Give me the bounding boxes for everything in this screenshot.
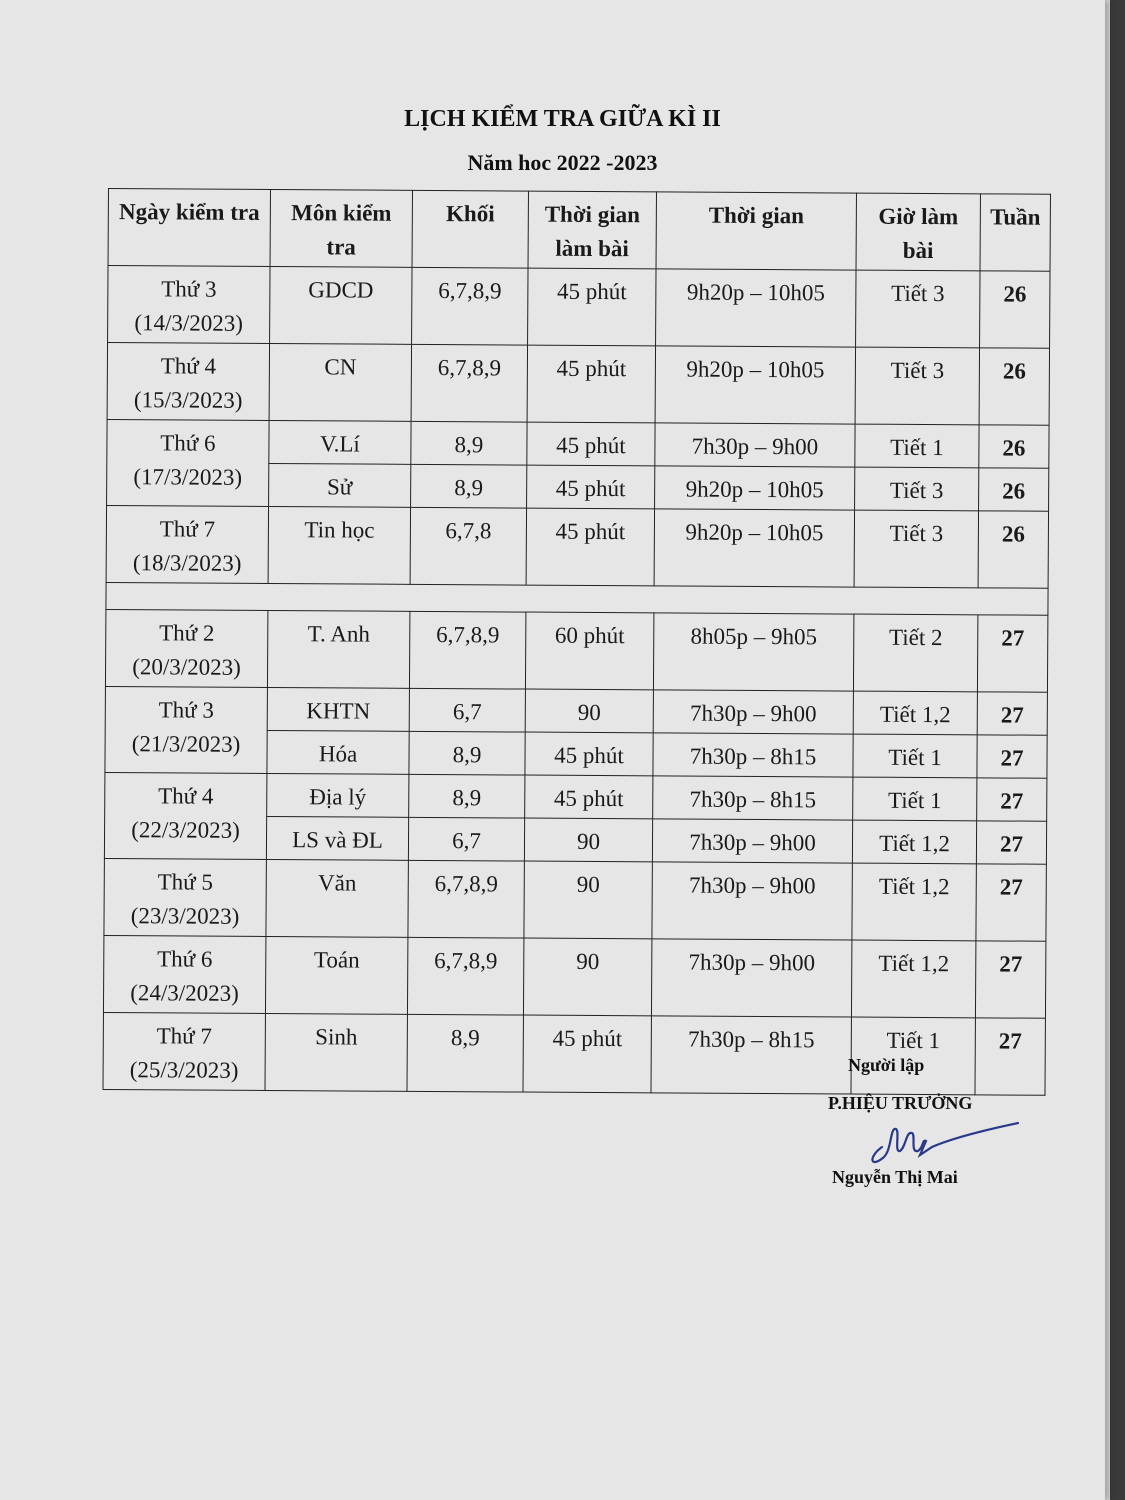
date-label: (24/3/2023) — [130, 980, 239, 1006]
duration-cell: 60 phút — [525, 612, 653, 690]
week-cell: 27 — [977, 615, 1047, 692]
date-cell — [107, 343, 269, 421]
subject-cell: Văn — [266, 859, 408, 937]
column-header: Ngày kiểm tra — [108, 189, 270, 267]
weekday-label: Thứ 4 — [160, 353, 217, 379]
grades-cell: 6,7 — [408, 817, 524, 861]
subject-cell: Sử — [269, 463, 411, 507]
duration-cell: 90 — [523, 938, 651, 1016]
exam-schedule-table — [102, 188, 1050, 1096]
week-cell: 27 — [975, 1018, 1045, 1095]
week-cell: 27 — [976, 821, 1046, 864]
subject-cell: Hóa — [267, 730, 409, 774]
week-cell: 26 — [979, 348, 1049, 425]
period-cell: Tiết 1 — [853, 777, 977, 821]
table-row — [106, 505, 1048, 588]
duration-cell: 45 phút — [527, 465, 655, 509]
column-header: Tuần — [980, 194, 1050, 271]
table-row — [103, 935, 1045, 1018]
table-row — [107, 343, 1049, 426]
time-cell: 8h05p – 9h05 — [653, 613, 853, 691]
subject-cell: V.Lí — [269, 420, 411, 464]
grades-cell: 6,7,8,9 — [408, 860, 524, 938]
week-cell: 27 — [977, 692, 1047, 735]
grades-cell: 6,7,8,9 — [407, 937, 523, 1015]
date-label: (15/3/2023) — [133, 387, 243, 413]
column-header: Thời gian — [656, 192, 856, 270]
column-header: Khối — [412, 190, 528, 268]
date-cell — [103, 935, 265, 1013]
date-cell — [105, 609, 267, 687]
weekday-label: Thứ 4 — [158, 783, 214, 809]
subject-cell: Tin học — [268, 506, 410, 584]
date-label: (18/3/2023) — [132, 550, 242, 576]
weekday-label: Thứ 6 — [157, 946, 213, 972]
table-row — [105, 686, 1047, 735]
time-cell: 7h30p – 9h00 — [652, 819, 852, 863]
time-cell: 7h30p – 9h00 — [655, 423, 855, 467]
date-label: (23/3/2023) — [130, 903, 240, 929]
duration-cell: 45 phút — [527, 345, 655, 423]
prepared-by-label: Người lập — [848, 1055, 925, 1075]
subject-cell: Sinh — [265, 1013, 407, 1091]
date-cell — [103, 1012, 265, 1090]
date-cell — [104, 772, 267, 859]
time-cell: 7h30p – 9h00 — [652, 862, 852, 940]
duration-cell: 45 phút — [525, 732, 653, 776]
week-cell: 27 — [977, 778, 1047, 821]
page-title: LỊCH KIỂM TRA GIỮA KÌ II — [404, 106, 721, 132]
grades-cell: 8,9 — [411, 464, 527, 508]
date-label: (21/3/2023) — [131, 731, 241, 757]
date-cell — [104, 858, 266, 936]
subject-cell: KHTN — [267, 687, 409, 731]
week-cell: 26 — [978, 511, 1048, 588]
period-cell: Tiết 1,2 — [852, 863, 976, 941]
time-cell: 7h30p – 8h15 — [653, 776, 853, 820]
grades-cell: 8,9 — [407, 1014, 523, 1092]
date-label: (14/3/2023) — [134, 310, 244, 336]
grades-cell: 6,7,8 — [410, 507, 526, 585]
time-cell: 9h20p – 10h05 — [656, 269, 856, 347]
period-cell: Tiết 1,2 — [852, 820, 976, 864]
date-cell — [107, 419, 270, 506]
date-label: (20/3/2023) — [132, 654, 241, 680]
subject-cell: LS và ĐL — [266, 816, 408, 860]
table-row — [107, 419, 1049, 468]
table-row — [105, 609, 1047, 692]
column-header: Giờ làm bài — [856, 193, 980, 271]
weekday-label: Thứ 2 — [159, 620, 215, 646]
week-cell: 26 — [980, 271, 1050, 348]
weekday-label: Thứ 3 — [158, 697, 215, 723]
week-cell: 27 — [977, 735, 1047, 778]
table-body — [103, 266, 1050, 1096]
date-label: (17/3/2023) — [133, 464, 243, 490]
period-cell: Tiết 1 — [853, 734, 977, 778]
date-label: (22/3/2023) — [131, 817, 240, 843]
time-cell: 7h30p – 9h00 — [651, 939, 851, 1017]
column-header: Thời gian làm bài — [528, 191, 656, 269]
period-cell: Tiết 3 — [856, 270, 980, 348]
week-cell: 26 — [979, 425, 1049, 468]
period-cell: Tiết 1 — [855, 424, 979, 468]
weekday-label: Thứ 3 — [161, 276, 217, 302]
grades-cell: 8,9 — [409, 731, 525, 775]
weekday-label: Thứ 6 — [160, 430, 216, 456]
period-cell: Tiết 1 — [851, 1017, 975, 1095]
grades-cell: 6,7,8,9 — [411, 344, 527, 422]
date-label: (25/3/2023) — [129, 1057, 239, 1083]
weekday-label: Thứ 7 — [159, 516, 216, 542]
grades-cell: 6,7 — [409, 688, 525, 732]
time-cell: 7h30p – 8h15 — [651, 1016, 851, 1094]
period-cell: Tiết 1,2 — [851, 940, 975, 1018]
weekday-label: Thứ 5 — [157, 869, 213, 895]
weekday-label: Thứ 7 — [156, 1023, 213, 1049]
week-cell: 26 — [979, 468, 1049, 511]
subject-cell: T. Anh — [267, 610, 409, 688]
school-year: Năm hoc 2022 -2023 — [467, 150, 658, 175]
period-cell: Tiết 1,2 — [853, 691, 977, 735]
grades-cell: 8,9 — [409, 774, 525, 818]
grades-cell: 6,7,8,9 — [412, 267, 528, 345]
duration-cell: 45 phút — [525, 775, 653, 819]
period-cell: Tiết 3 — [855, 467, 979, 511]
handwritten-signature-icon — [860, 1117, 1020, 1167]
table-row — [105, 772, 1047, 821]
duration-cell: 90 — [524, 818, 652, 862]
grades-cell: 6,7,8,9 — [409, 611, 525, 689]
duration-cell: 45 phút — [523, 1015, 651, 1093]
time-cell: 9h20p – 10h05 — [654, 509, 854, 587]
duration-cell: 45 phút — [527, 422, 655, 466]
grades-cell: 8,9 — [411, 421, 527, 465]
signer-name: Nguyễn Thị Mai — [832, 1167, 958, 1187]
table-row — [108, 266, 1050, 349]
week-cell: 27 — [976, 864, 1046, 941]
vice-principal-label: P.HIỆU TRƯỞNG — [828, 1093, 973, 1113]
subject-cell: Toán — [265, 936, 407, 1014]
duration-cell: 90 — [524, 861, 652, 939]
subject-cell: CN — [269, 343, 411, 421]
date-cell — [106, 505, 268, 583]
time-cell: 9h20p – 10h05 — [655, 466, 855, 510]
time-cell: 7h30p – 9h00 — [653, 690, 853, 734]
period-cell: Tiết 2 — [853, 614, 977, 692]
table-header-row — [108, 189, 1050, 272]
week-cell: 27 — [975, 941, 1045, 1018]
subject-cell: GDCD — [270, 266, 412, 344]
duration-cell: 45 phút — [528, 268, 656, 346]
table-row — [103, 1012, 1045, 1095]
period-cell: Tiết 3 — [854, 510, 978, 588]
column-header: Môn kiểm tra — [270, 189, 412, 267]
subject-cell: Địa lý — [267, 773, 409, 817]
table-row — [104, 858, 1046, 941]
date-cell — [105, 686, 268, 773]
period-cell: Tiết 3 — [855, 347, 979, 425]
duration-cell: 90 — [525, 689, 653, 733]
duration-cell: 45 phút — [526, 508, 654, 586]
time-cell: 9h20p – 10h05 — [655, 346, 855, 424]
time-cell: 7h30p – 8h15 — [653, 733, 853, 777]
date-cell — [108, 266, 270, 344]
